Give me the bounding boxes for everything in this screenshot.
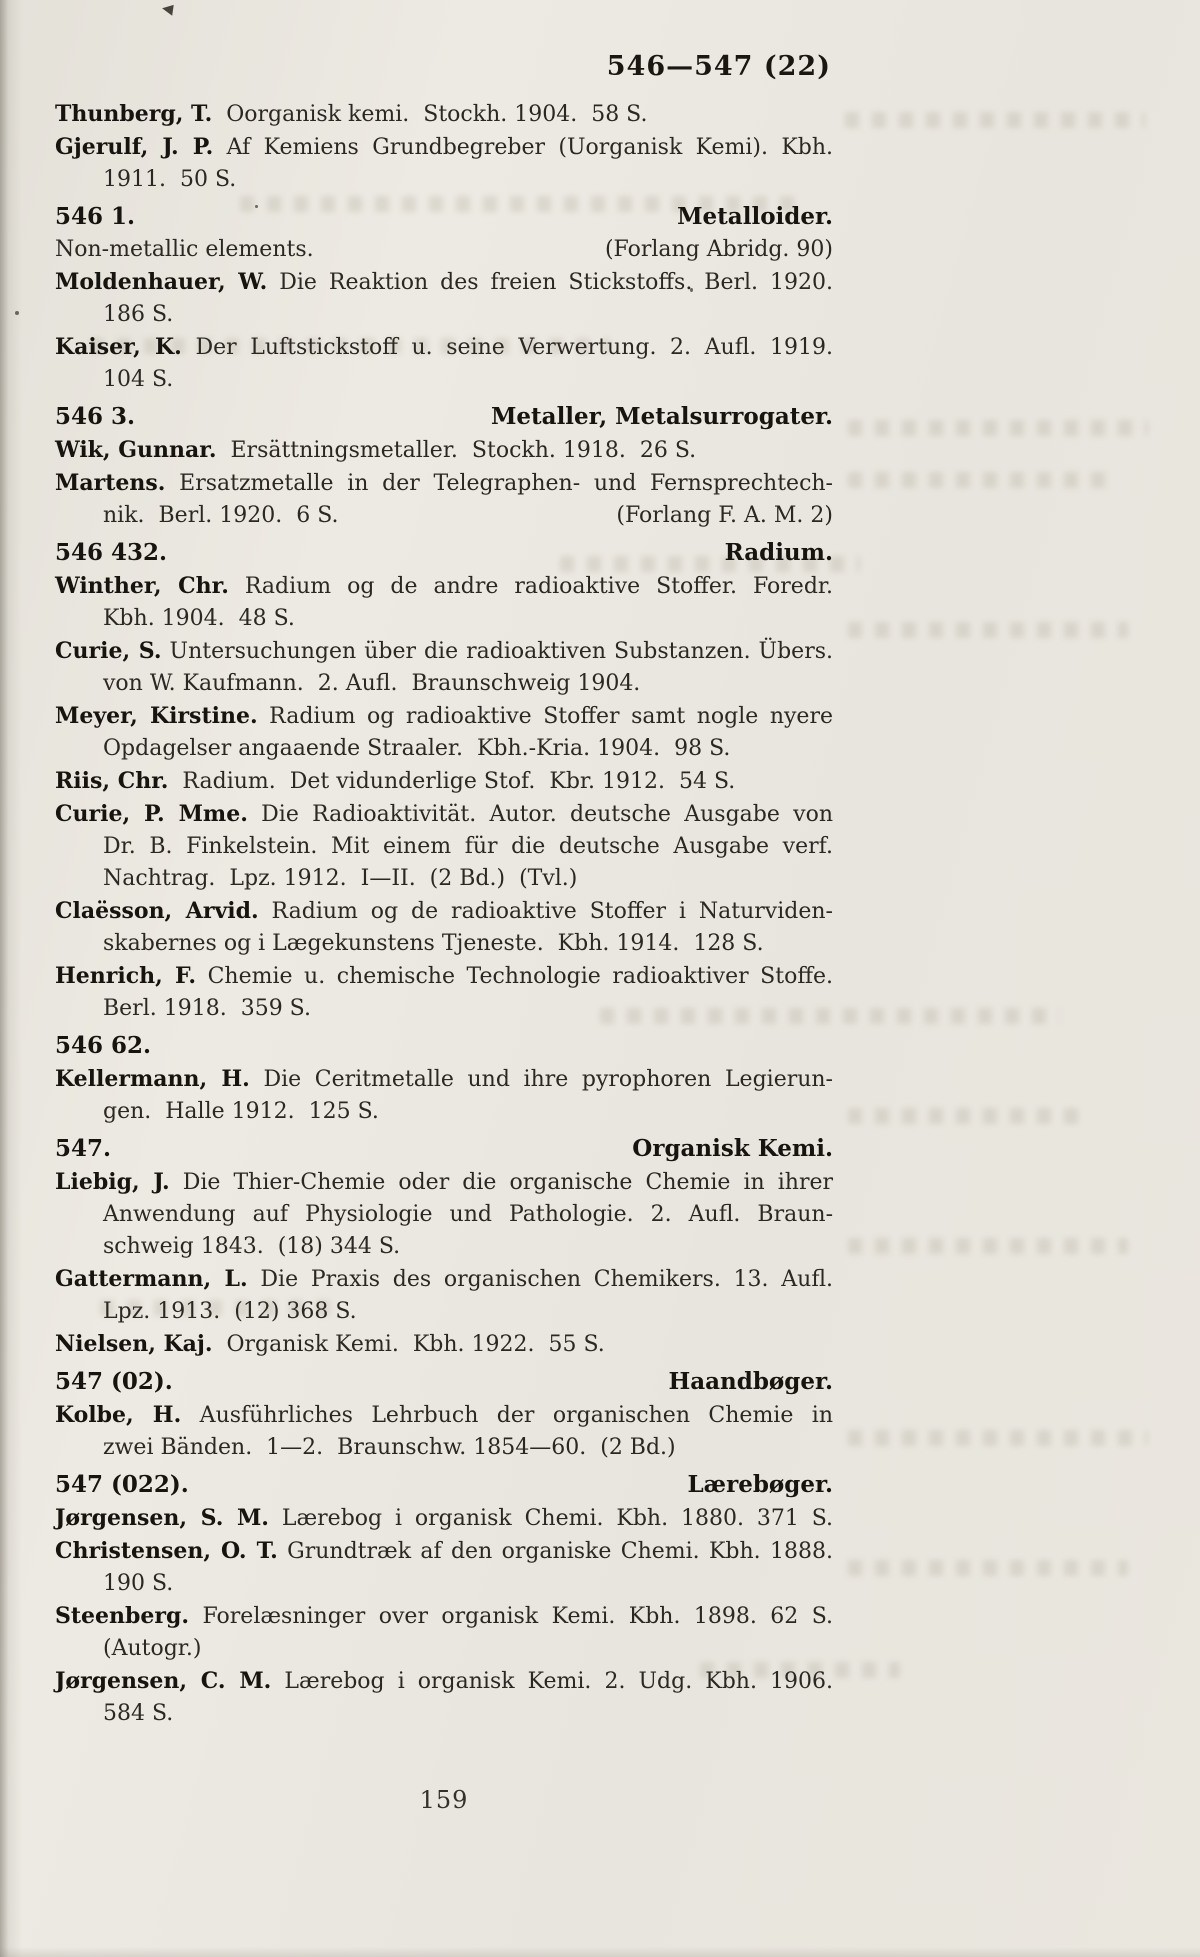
section-heading <box>55 1366 833 1398</box>
entry-line: Kellermann, H. Die Ceritmetalle und ihre pyrophoren Legierun- <box>55 1066 833 1092</box>
entry-author: Nielsen, Kaj. <box>55 1331 213 1357</box>
entry-author: Kolbe, H. <box>55 1402 182 1428</box>
bibliography-entry <box>55 1063 833 1128</box>
entry-author: Claësson, Arvid. <box>55 898 259 924</box>
bibliography-entry <box>55 331 833 396</box>
entry-author: Wik, Gunnar. <box>55 437 217 463</box>
bibliography-entry <box>55 98 833 131</box>
section-code: 547 (02). <box>55 1368 173 1395</box>
entry-line <box>55 234 833 266</box>
entry-text: nik. Berl. 1920. 6 S. <box>103 503 339 528</box>
bibliography-entry <box>55 765 833 798</box>
entry-line: gen. Halle 1912. 125 S. <box>103 1099 379 1124</box>
bibliography-entry <box>55 1665 833 1730</box>
entry-author: Kaiser, K. <box>55 334 182 360</box>
entry-author: Riis, Chr. <box>55 768 169 794</box>
entry-line: Nachtrag. Lpz. 1912. I—II. (2 Bd.) (Tvl.) <box>103 866 578 891</box>
bleedthrough-mark <box>848 472 1108 488</box>
entry-line: 1911. 50 S. <box>103 167 237 192</box>
bleedthrough-mark <box>848 1238 1128 1254</box>
section-label: Metalloider. <box>677 203 833 230</box>
entry-author: Moldenhauer, W. <box>55 269 268 295</box>
entry-line: Christensen, O. T. Grundtræk af den organiske Chemi. Kbh. 1888. <box>55 1538 834 1564</box>
entry-author: Liebig, J. <box>55 1169 170 1195</box>
entry-author: Meyer, Kirstine. <box>55 703 258 729</box>
bleedthrough-mark <box>845 112 1145 128</box>
entry-line: Kbh. 1904. 48 S. <box>103 606 295 631</box>
entry-line: Meyer, Kirstine. Radium og radioaktive Stoffer samt nogle nyere <box>55 703 833 729</box>
bibliography-entry <box>55 434 833 467</box>
entry-line: Gjerulf, J. P. Af Kemiens Grundbegreber (Uorganisk Kemi). Kbh. <box>55 134 834 160</box>
entry-line: (Autogr.) <box>103 1636 202 1661</box>
section-code: 546 1. <box>55 203 136 230</box>
entry-line: Anwendung auf Physiologie und Pathologie. 2. Aufl. Braun- <box>103 1202 833 1227</box>
entry-note: (Forlang Abridg. 90) <box>604 237 833 262</box>
entry-note: (Forlang F. A. M. 2) <box>616 503 833 528</box>
bibliography-entry <box>55 798 833 895</box>
bleedthrough-mark <box>848 1560 1128 1576</box>
bibliography-entry <box>55 1328 833 1361</box>
entry-line: skabernes og i Lægekunstens Tjeneste. Kbh. 1914. 128 S. <box>103 931 764 956</box>
section-label: Radium. <box>724 539 833 566</box>
page-number: 159 <box>419 1786 469 1814</box>
bibliography-entry <box>55 895 833 960</box>
section-heading <box>55 1030 833 1062</box>
bibliography-entry <box>55 131 833 196</box>
text-column <box>55 52 833 1814</box>
ink-mark-triangle <box>161 3 173 15</box>
section-heading <box>55 537 833 569</box>
entry-line: 186 S. <box>103 302 174 327</box>
bibliography-entry <box>55 1263 833 1328</box>
section-heading <box>55 1469 833 1501</box>
entry-line: schweig 1843. (18) 344 S. <box>103 1234 401 1259</box>
ink-speck <box>15 311 19 315</box>
section-label: Metaller, Metalsurrogater. <box>490 403 833 430</box>
entry-author: Thunberg, T. <box>55 101 213 127</box>
entry-author: Jørgensen, S. M. <box>55 1505 269 1531</box>
bibliography-entry <box>55 700 833 765</box>
entry-author: Curie, S. <box>55 638 162 664</box>
bibliography-entry <box>55 1600 833 1665</box>
entry-line: Lpz. 1913. (12) 368 S. <box>103 1299 357 1324</box>
bibliography-entry <box>55 635 833 700</box>
section-code: 546 62. <box>55 1032 152 1059</box>
section-code: 547. <box>55 1135 112 1162</box>
entry-line: Opdagelser angaaende Straaler. Kbh.-Kria. 1904. 98 S. <box>103 736 731 761</box>
entry-line: 190 S. <box>103 1571 174 1596</box>
entry-line: Moldenhauer, W. Die Reaktion des freien Stickstoffs. Berl. 1920. <box>55 269 833 295</box>
entry-author: Martens. <box>55 470 166 496</box>
scan-shadow-left <box>0 0 22 1957</box>
bibliography-entry <box>55 467 833 532</box>
entry-line: 584 S. <box>103 1701 174 1726</box>
bibliography-entry <box>55 1399 833 1464</box>
section-code: 547 (022). <box>55 1471 189 1498</box>
entry-line: Jørgensen, C. M. Lærebog i organisk Kemi. 2. Udg. Kbh. 1906. <box>55 1668 833 1694</box>
section-heading <box>55 401 833 433</box>
entry-line: Claësson, Arvid. Radium og de radioaktive Stoffer i Naturviden- <box>55 898 833 924</box>
entry-author: Curie, P. Mme. <box>55 801 248 827</box>
entry-line: Nielsen, Kaj. Organisk Kemi. Kbh. 1922. 55 S. <box>55 1331 605 1357</box>
entry-line <box>55 500 833 532</box>
entries <box>55 98 833 1730</box>
entry-author: Winther, Chr. <box>55 573 229 599</box>
section-code: 546 3. <box>55 403 136 430</box>
section-heading <box>55 1133 833 1165</box>
entry-author: Henrich, F. <box>55 963 197 989</box>
entry-line: Gattermann, L. Die Praxis des organischen Chemikers. 13. Aufl. <box>55 1266 833 1292</box>
entry-author: Jørgensen, C. M. <box>55 1668 272 1694</box>
entry-line: Steenberg. Forelæsninger over organisk Kemi. Kbh. 1898. 62 S. <box>55 1603 833 1629</box>
entry-author: Gjerulf, J. P. <box>55 134 214 160</box>
entry-line: Dr. B. Finkelstein. Mit einem für die deutsche Ausgabe verf. <box>103 834 833 859</box>
entry-line: Wik, Gunnar. Ersättningsmetaller. Stockh. 1918. 26 S. <box>55 437 697 463</box>
entry-line: Berl. 1918. 359 S. <box>103 996 311 1021</box>
bibliography-entry <box>55 1535 833 1600</box>
entry-line: Martens. Ersatzmetalle in der Telegraphen- und Fernsprechtech- <box>55 470 833 496</box>
bibliography-entry <box>55 570 833 635</box>
bibliography-entry <box>55 960 833 1025</box>
entry-line: Curie, P. Mme. Die Radioaktivität. Autor. deutsche Ausgabe von <box>55 801 834 827</box>
running-head: 546—547 (22) <box>606 51 831 82</box>
entry-author: Christensen, O. T. <box>55 1538 278 1564</box>
entry-line: Jørgensen, S. M. Lærebog i organisk Chemi. Kbh. 1880. 371 S. <box>55 1505 833 1531</box>
bibliography-entry <box>55 266 833 331</box>
entry-line: Curie, S. Untersuchungen über die radioaktiven Substanzen. Übers. <box>55 638 833 664</box>
bleedthrough-mark <box>848 1430 1148 1446</box>
entry-line: zwei Bänden. 1—2. Braunschw. 1854—60. (2 Bd.) <box>103 1435 676 1460</box>
entry-line: Riis, Chr. Radium. Det vidunderlige Stof. Kbr. 1912. 54 S. <box>55 768 736 794</box>
section-label: Haandbøger. <box>668 1368 833 1395</box>
bleedthrough-mark <box>848 622 1128 638</box>
entry-line: von W. Kaufmann. 2. Aufl. Braunschweig 1904. <box>103 671 641 696</box>
bibliography-entry <box>55 1166 833 1263</box>
entry-line: Kaiser, K. Der Luftstickstoff u. seine Verwertung. 2. Aufl. 1919. <box>55 334 833 360</box>
entry-line: Henrich, F. Chemie u. chemische Technologie radioaktiver Stoffe. <box>55 963 833 989</box>
bleedthrough-mark <box>848 420 1148 436</box>
section-label: Organisk Kemi. <box>632 1135 833 1162</box>
entry-line: Kolbe, H. Ausführliches Lehrbuch der organischen Chemie in <box>55 1402 833 1428</box>
bleedthrough-mark <box>848 1108 1088 1124</box>
entry-line: Thunberg, T. Oorganisk kemi. Stockh. 1904. 58 S. <box>55 101 648 127</box>
entry-author: Kellermann, H. <box>55 1066 250 1092</box>
section-heading <box>55 201 833 233</box>
entry-line: Winther, Chr. Radium og de andre radioaktive Stoffer. Foredr. <box>55 573 834 599</box>
entry-text: Non-metallic elements. <box>55 237 314 262</box>
entry-line: 104 S. <box>103 367 174 392</box>
section-code: 546 432. <box>55 539 168 566</box>
entry-author: Gattermann, L. <box>55 1266 248 1292</box>
entry-line: Liebig, J. Die Thier-Chemie oder die organische Chemie in ihrer <box>55 1169 834 1195</box>
section-label: Lærebøger. <box>687 1471 833 1498</box>
bibliography-entry <box>55 1502 833 1535</box>
scan-shadow-bottom <box>0 1947 1200 1957</box>
entry-author: Steenberg. <box>55 1603 190 1629</box>
